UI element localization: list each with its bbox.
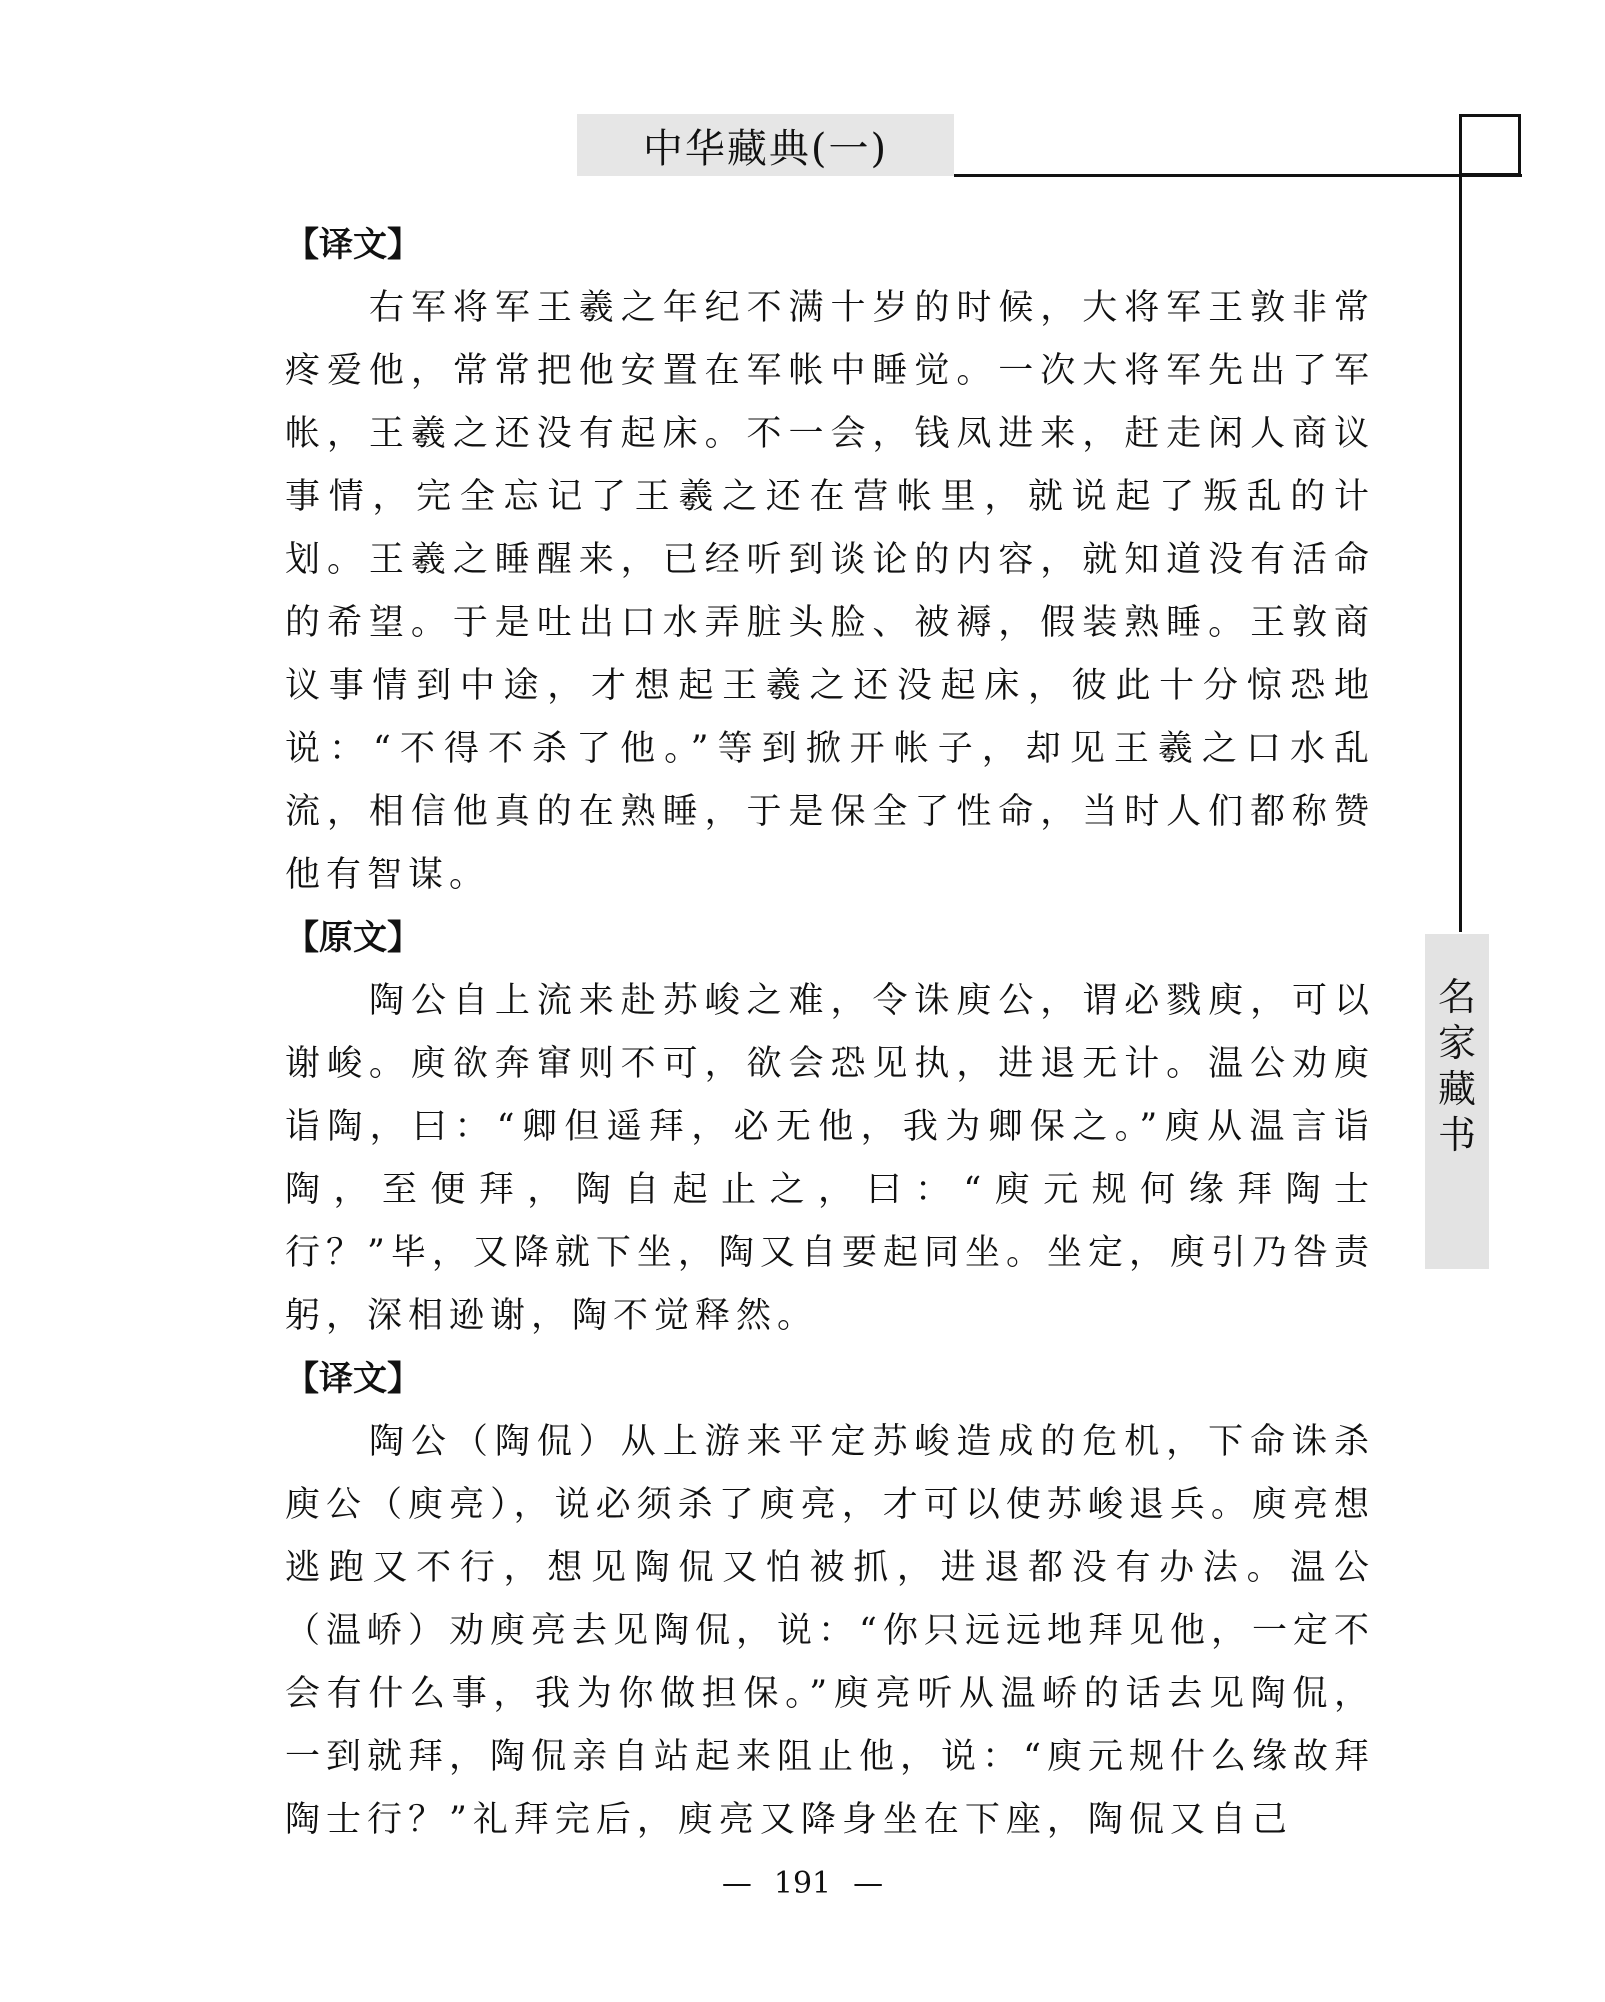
side-tab-char: 家 xyxy=(1437,1021,1476,1065)
section-heading: 【原文】 xyxy=(285,918,421,958)
body-paragraph: 陶公自上流来赴苏峻之难，令诛庾公，谓必戮庾，可以谢峻。庾欲奔窜则不可，欲会恐见执，进退无计。温公劝庾诣陶，曰：“卿但遥拜，必无他，我为卿保之。”庾从温言诣陶，至便拜，陶自起止之，曰：“庾元规何缘拜陶士行？”毕，又降就下坐，陶又自要起同坐。坐定，庾引乃咎责躬，深相逊谢，陶不觉释然。 xyxy=(285,981,1375,1336)
page-number: 191 xyxy=(773,1866,832,1901)
side-tab-char: 藏 xyxy=(1437,1067,1476,1111)
section-original-text xyxy=(285,907,1375,1348)
vertical-rule xyxy=(1459,176,1462,932)
section-translation-1 xyxy=(285,214,1375,907)
section-heading: 【译文】 xyxy=(285,1359,421,1399)
header-rule xyxy=(954,174,1522,177)
corner-box-ornament xyxy=(1459,114,1521,176)
body-paragraph: 右军将军王羲之年纪不满十岁的时候，大将军王敦非常疼爱他，常常把他安置在军帐中睡觉。一次大将军先出了军帐，王羲之还没有起床。不一会，钱凤进来，赶走闲人商议事情，完全忘记了王羲之还在营帐里，就说起了叛乱的计划。王羲之睡醒来，已经听到谈论的内容，就知道没有活命的希望。于是吐出口水弄脏头脸、被褥，假装熟睡。王敦商议事情到中途，才想起王羲之还没起床，彼此十分惊恐地说：“不得不杀了他。”等到掀开帐子，却见王羲之口水乱流，相信他真的在熟睡，于是保全了性命，当时人们都称赞他有智谋。 xyxy=(285,288,1375,895)
running-header xyxy=(577,114,954,176)
side-section-tab xyxy=(1425,934,1489,1269)
page-body xyxy=(285,214,1375,1852)
side-tab-char: 书 xyxy=(1437,1113,1476,1157)
footer-dash-left: — xyxy=(721,1866,752,1901)
footer-dash-right: — xyxy=(853,1866,884,1901)
section-translation-2 xyxy=(285,1348,1375,1852)
page-footer xyxy=(0,1866,1605,1901)
body-paragraph: 陶公（陶侃）从上游来平定苏峻造成的危机，下命诛杀庾公（庾亮），说必须杀了庾亮，才可以使苏峻退兵。庾亮想逃跑又不行，想见陶侃又怕被抓，进退都没有办法。温公（温峤）劝庾亮去见陶侃，说：“你只远远地拜见他，一定不会有什么事，我为你做担保。”庾亮听从温峤的话去见陶侃，一到就拜，陶侃亲自站起来阻止他，说：“庾元规什么缘故拜陶士行？”礼拜完后，庾亮又降身坐在下座，陶侃又自己 xyxy=(285,1422,1375,1840)
book-title: 中华藏典(一) xyxy=(642,125,889,172)
section-heading: 【译文】 xyxy=(285,225,421,265)
side-tab-char: 名 xyxy=(1437,975,1476,1019)
